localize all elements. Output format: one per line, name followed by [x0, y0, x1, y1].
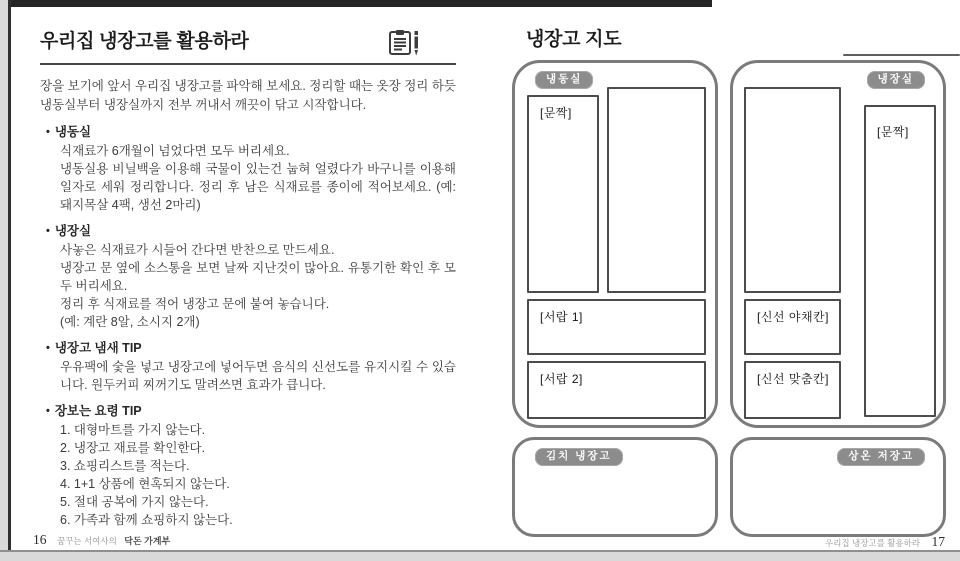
left-page	[33, 30, 457, 547]
section-body	[40, 358, 456, 394]
fridge-veggie-bin-box	[744, 299, 841, 355]
map-title: 냉장고 지도	[526, 29, 622, 50]
body-paragraph: (예: 계란 8알, 소시지 2개)	[60, 315, 200, 329]
section-heading: • 냉장실	[46, 222, 456, 241]
box-label: [신선 야채칸]	[757, 310, 829, 324]
section-body	[40, 241, 456, 331]
section-odor-tip	[40, 339, 456, 394]
left-edge-strip	[0, 0, 8, 561]
freezer-unit	[512, 60, 718, 428]
freezer-drawer2-box	[527, 361, 706, 419]
freezer-drawer1-box	[527, 299, 706, 355]
pantry-badge: 상온 저장고	[837, 448, 925, 466]
fridge-door-box	[864, 105, 936, 417]
fridge-custom-bin-box	[744, 361, 841, 419]
section-heading: • 냉장고 냄새 TIP	[46, 339, 456, 358]
window-top-bar	[0, 0, 712, 7]
clipboard-pencil-icon	[388, 29, 420, 56]
body-paragraph: 냉장고 문 옆에 소스통을 보면 날짜 지난것이 많아요. 유통기한 확인 후 모두 버리세요.	[60, 261, 456, 293]
freezer-badge: 냉동실	[535, 71, 593, 89]
box-label: [문짝]	[540, 106, 572, 120]
list-item: 4. 1+1 상품에 현혹되지 않는다.	[60, 477, 230, 491]
section-heading: • 장보는 요령 TIP	[46, 402, 456, 421]
fridge-badge: 냉장실	[867, 71, 925, 89]
body-paragraph: 사놓은 식재료가 시들어 간다면 반찬으로 만드세요.	[60, 243, 335, 257]
list-item: 5. 절대 공복에 가지 않는다.	[60, 495, 209, 509]
box-label: [신선 맞춤칸]	[757, 372, 829, 386]
section-shopping-tip	[40, 402, 456, 529]
book-series: 꿈꾸는 서여사의	[56, 536, 117, 546]
page-title: 우리집 냉장고를 활용하라	[40, 31, 249, 52]
chapter-title: 우리집 냉장고를 활용하라	[825, 538, 921, 548]
section-heading: • 냉동실	[46, 123, 456, 142]
list-item: 3. 쇼핑리스트를 적는다.	[60, 459, 190, 473]
freezer-main-box	[607, 87, 706, 293]
list-item: 2. 냉장고 재료를 확인한다.	[60, 441, 206, 455]
kimchi-fridge-badge: 김치 냉장고	[535, 448, 623, 466]
left-edge-line	[8, 0, 11, 552]
box-label: [서랍 1]	[540, 310, 583, 324]
left-page-footer	[33, 531, 333, 549]
right-page-footer	[825, 533, 945, 551]
right-page	[510, 28, 950, 540]
intro-paragraph: 장을 보기에 앞서 우리집 냉장고를 파악해 보세요. 정리할 때는 옷장 정리 하듯 냉동실부터 냉장실까지 전부 꺼내서 깨끗이 닦고 시작합니다.	[40, 79, 457, 112]
section-freezer	[40, 123, 456, 214]
box-label: [서랍 2]	[540, 372, 583, 386]
list-item: 1. 대형마트를 가지 않는다.	[60, 423, 206, 437]
section-fridge	[40, 222, 456, 331]
body-paragraph: 식재료가 6개월이 넘었다면 모두 버리세요.	[60, 144, 290, 158]
box-label: [문짝]	[877, 125, 909, 139]
kimchi-fridge-box	[512, 437, 718, 537]
freezer-door-box	[527, 95, 599, 293]
body-paragraph: 냉동실용 비닐백을 이용해 국물이 있는건 눕혀 얼렸다가 바구니를 이용해 일자로 세워 정리합니다. 정리 후 남은 식재료를 종이에 적어보세요. (예: 돼지목살 4팩, 생선 2마리)	[60, 162, 456, 212]
section-body	[40, 142, 456, 214]
title-block	[40, 30, 456, 65]
body-paragraph: 정리 후 식재료를 적어 냉장고 문에 붙여 놓습니다.	[60, 297, 330, 311]
body-paragraph: 우유팩에 숯을 넣고 냉장고에 넣어두면 음식의 신선도를 유지시킬 수 있습니다. 원두커피 찌꺼기도 말려쓰면 효과가 큽니다.	[60, 360, 456, 392]
page-number: 17	[931, 534, 945, 549]
fridge-main-box	[744, 87, 841, 293]
bottom-edge-strip	[0, 550, 960, 561]
section-body	[40, 421, 456, 529]
pantry-box	[730, 437, 946, 537]
list-item: 6. 가족과 함께 쇼핑하지 않는다.	[60, 513, 233, 527]
fridge-unit	[730, 60, 946, 428]
page-number: 16	[33, 532, 47, 547]
book-title: 닥돈 가계부	[124, 536, 171, 546]
